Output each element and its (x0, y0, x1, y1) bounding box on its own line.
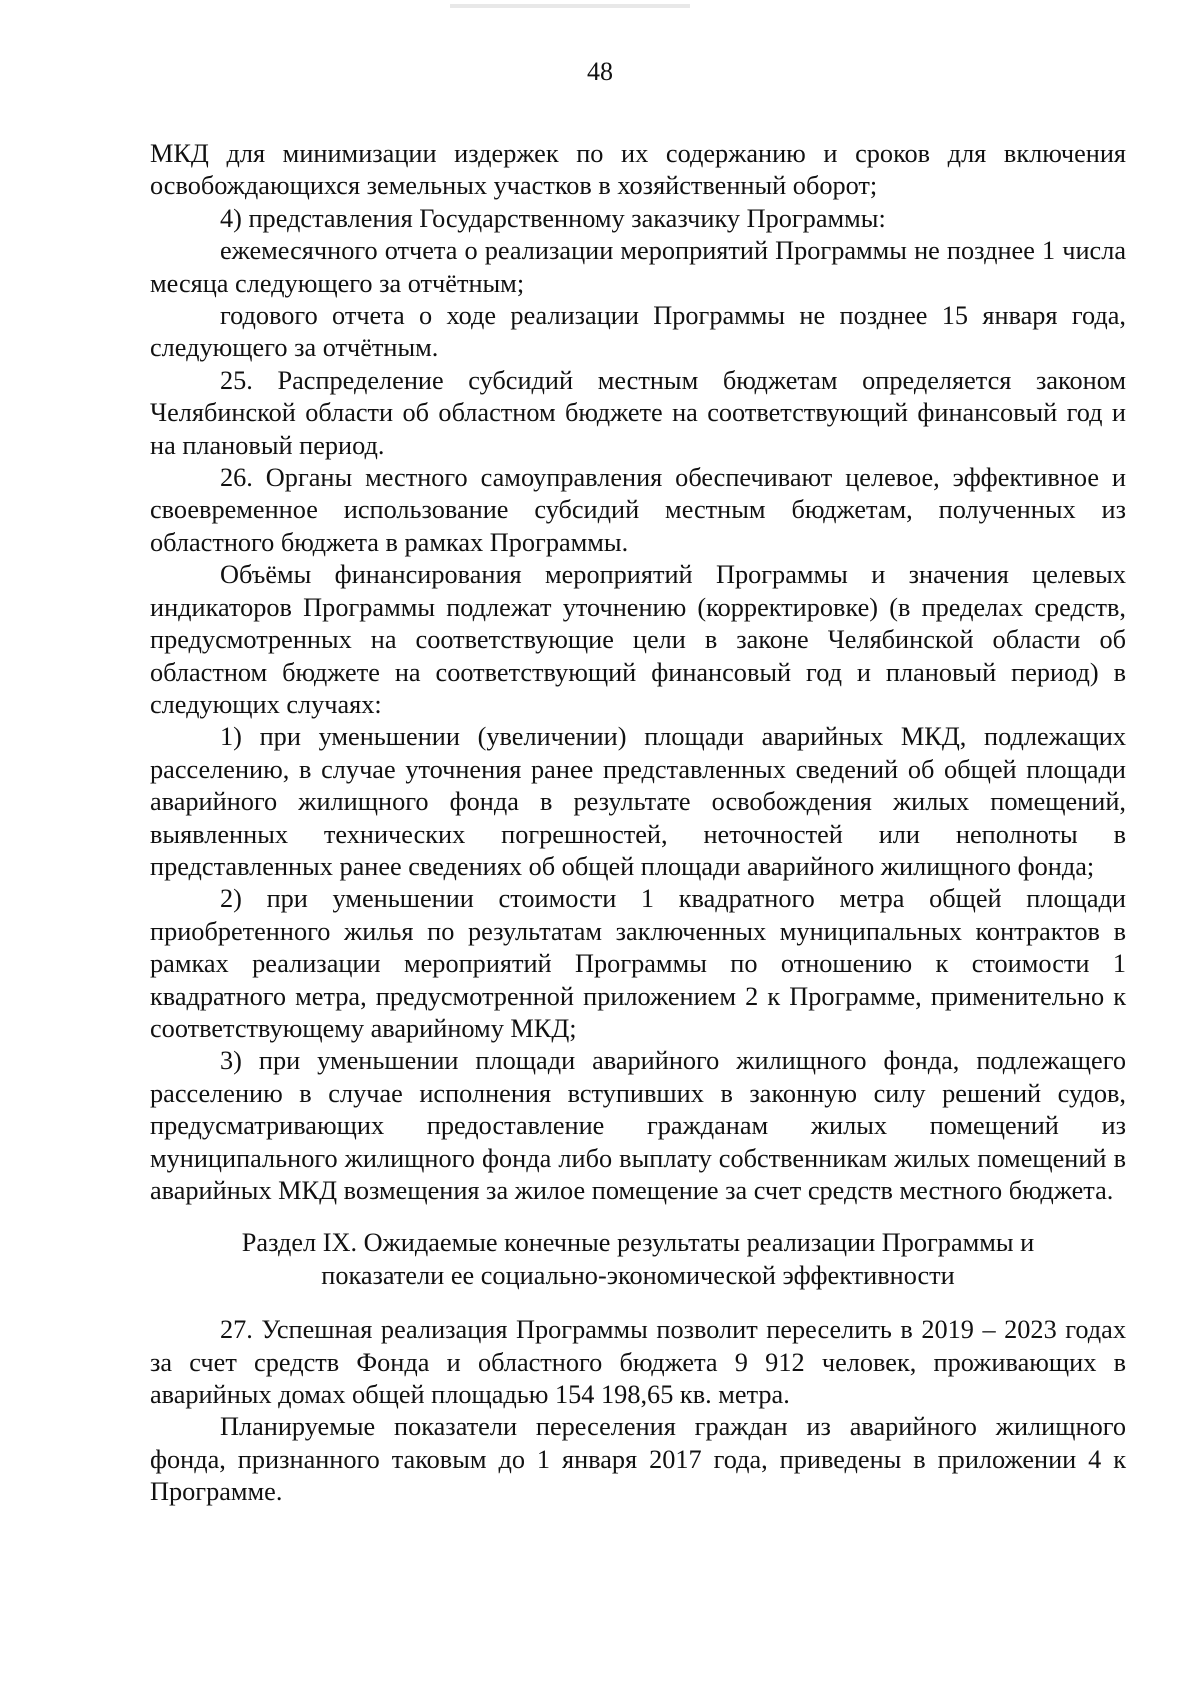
page-number: 48 (587, 57, 613, 86)
section-heading (150, 1227, 1126, 1292)
paragraph: ежемесячного отчета о реализации мероприятий Программы не позднее 1 числа месяца следующего за отчётным; (150, 236, 1126, 298)
paragraph: годового отчета о ходе реализации Программы не позднее 15 января года, следующего за отчётным. (150, 301, 1126, 363)
document-body (150, 138, 1126, 1509)
paragraph: Объёмы финансирования мероприятий Программы и значения целевых индикаторов Программы подлежат уточнению (корректировке) (в пределах средств, предусмотренных на соответствующие цели в законе Челябинской области об областном бюджете на соответствующий финансовый год и плановый период) в следующих случаях: (150, 560, 1126, 719)
paragraph: 3) при уменьшении площади аварийного жилищного фонда, подлежащего расселению в случае исполнения вступивших в законную силу решений судов, предусматривающих предоставление гражданам жилых помещений из муниципального жилищного фонда либо выплату собственникам жилых помещений в аварийных МКД возмещения за жилое помещение за счет средств местного бюджета. (150, 1046, 1126, 1205)
paragraph: МКД для минимизации издержек по их содержанию и сроков для включения освобождающихся земельных участков в хозяйственный оборот; (150, 139, 1126, 201)
paragraph: Планируемые показатели переселения граждан из аварийного жилищного фонда, признанного таковым до 1 января 2017 года, приведены в приложении 4 к Программе. (150, 1412, 1126, 1507)
paragraph: 25. Распределение субсидий местным бюджетам определяется законом Челябинской области об областном бюджете на соответствующий финансовый год и на плановый период. (150, 365, 1126, 460)
section-heading-line: показатели ее социально-экономической эффективности (321, 1260, 955, 1290)
paragraph: 1) при уменьшении (увеличении) площади аварийных МКД, подлежащих расселению, в случае уточнения ранее представленных сведений об общей площади аварийного жилищного фонда в результате освобождения жилых помещений, выявленных технических погрешностей, неточностей или неполноты в представленных ранее сведениях об общей площади аварийного жилищного фонда; (150, 722, 1126, 881)
paragraph: 4) представления Государственному заказчику Программы: (220, 203, 886, 233)
paragraph: 27. Успешная реализация Программы позволит переселить в 2019 – 2023 годах за счет средств Фонда и областного бюджета 9 912 человек, проживающих в аварийных домах общей площадью 154 198,65 кв. метра. (150, 1315, 1126, 1410)
paragraph: 2) при уменьшении стоимости 1 квадратного метра общей площади приобретенного жилья по результатам заключенных муниципальных контрактов в рамках реализации мероприятий Программы по отношению к стоимости 1 квадратного метра, предусмотренной приложением 2 к Программе, применительно к соответствующему аварийному МКД; (150, 884, 1126, 1043)
section-heading-line: Раздел IX. Ожидаемые конечные результаты реализации Программы и (241, 1228, 1035, 1258)
scan-artifact (450, 4, 690, 8)
paragraph: 26. Органы местного самоуправления обеспечивают целевое, эффективное и своевременное использование субсидий местным бюджетам, полученных из областного бюджета в рамках Программы. (150, 463, 1126, 557)
